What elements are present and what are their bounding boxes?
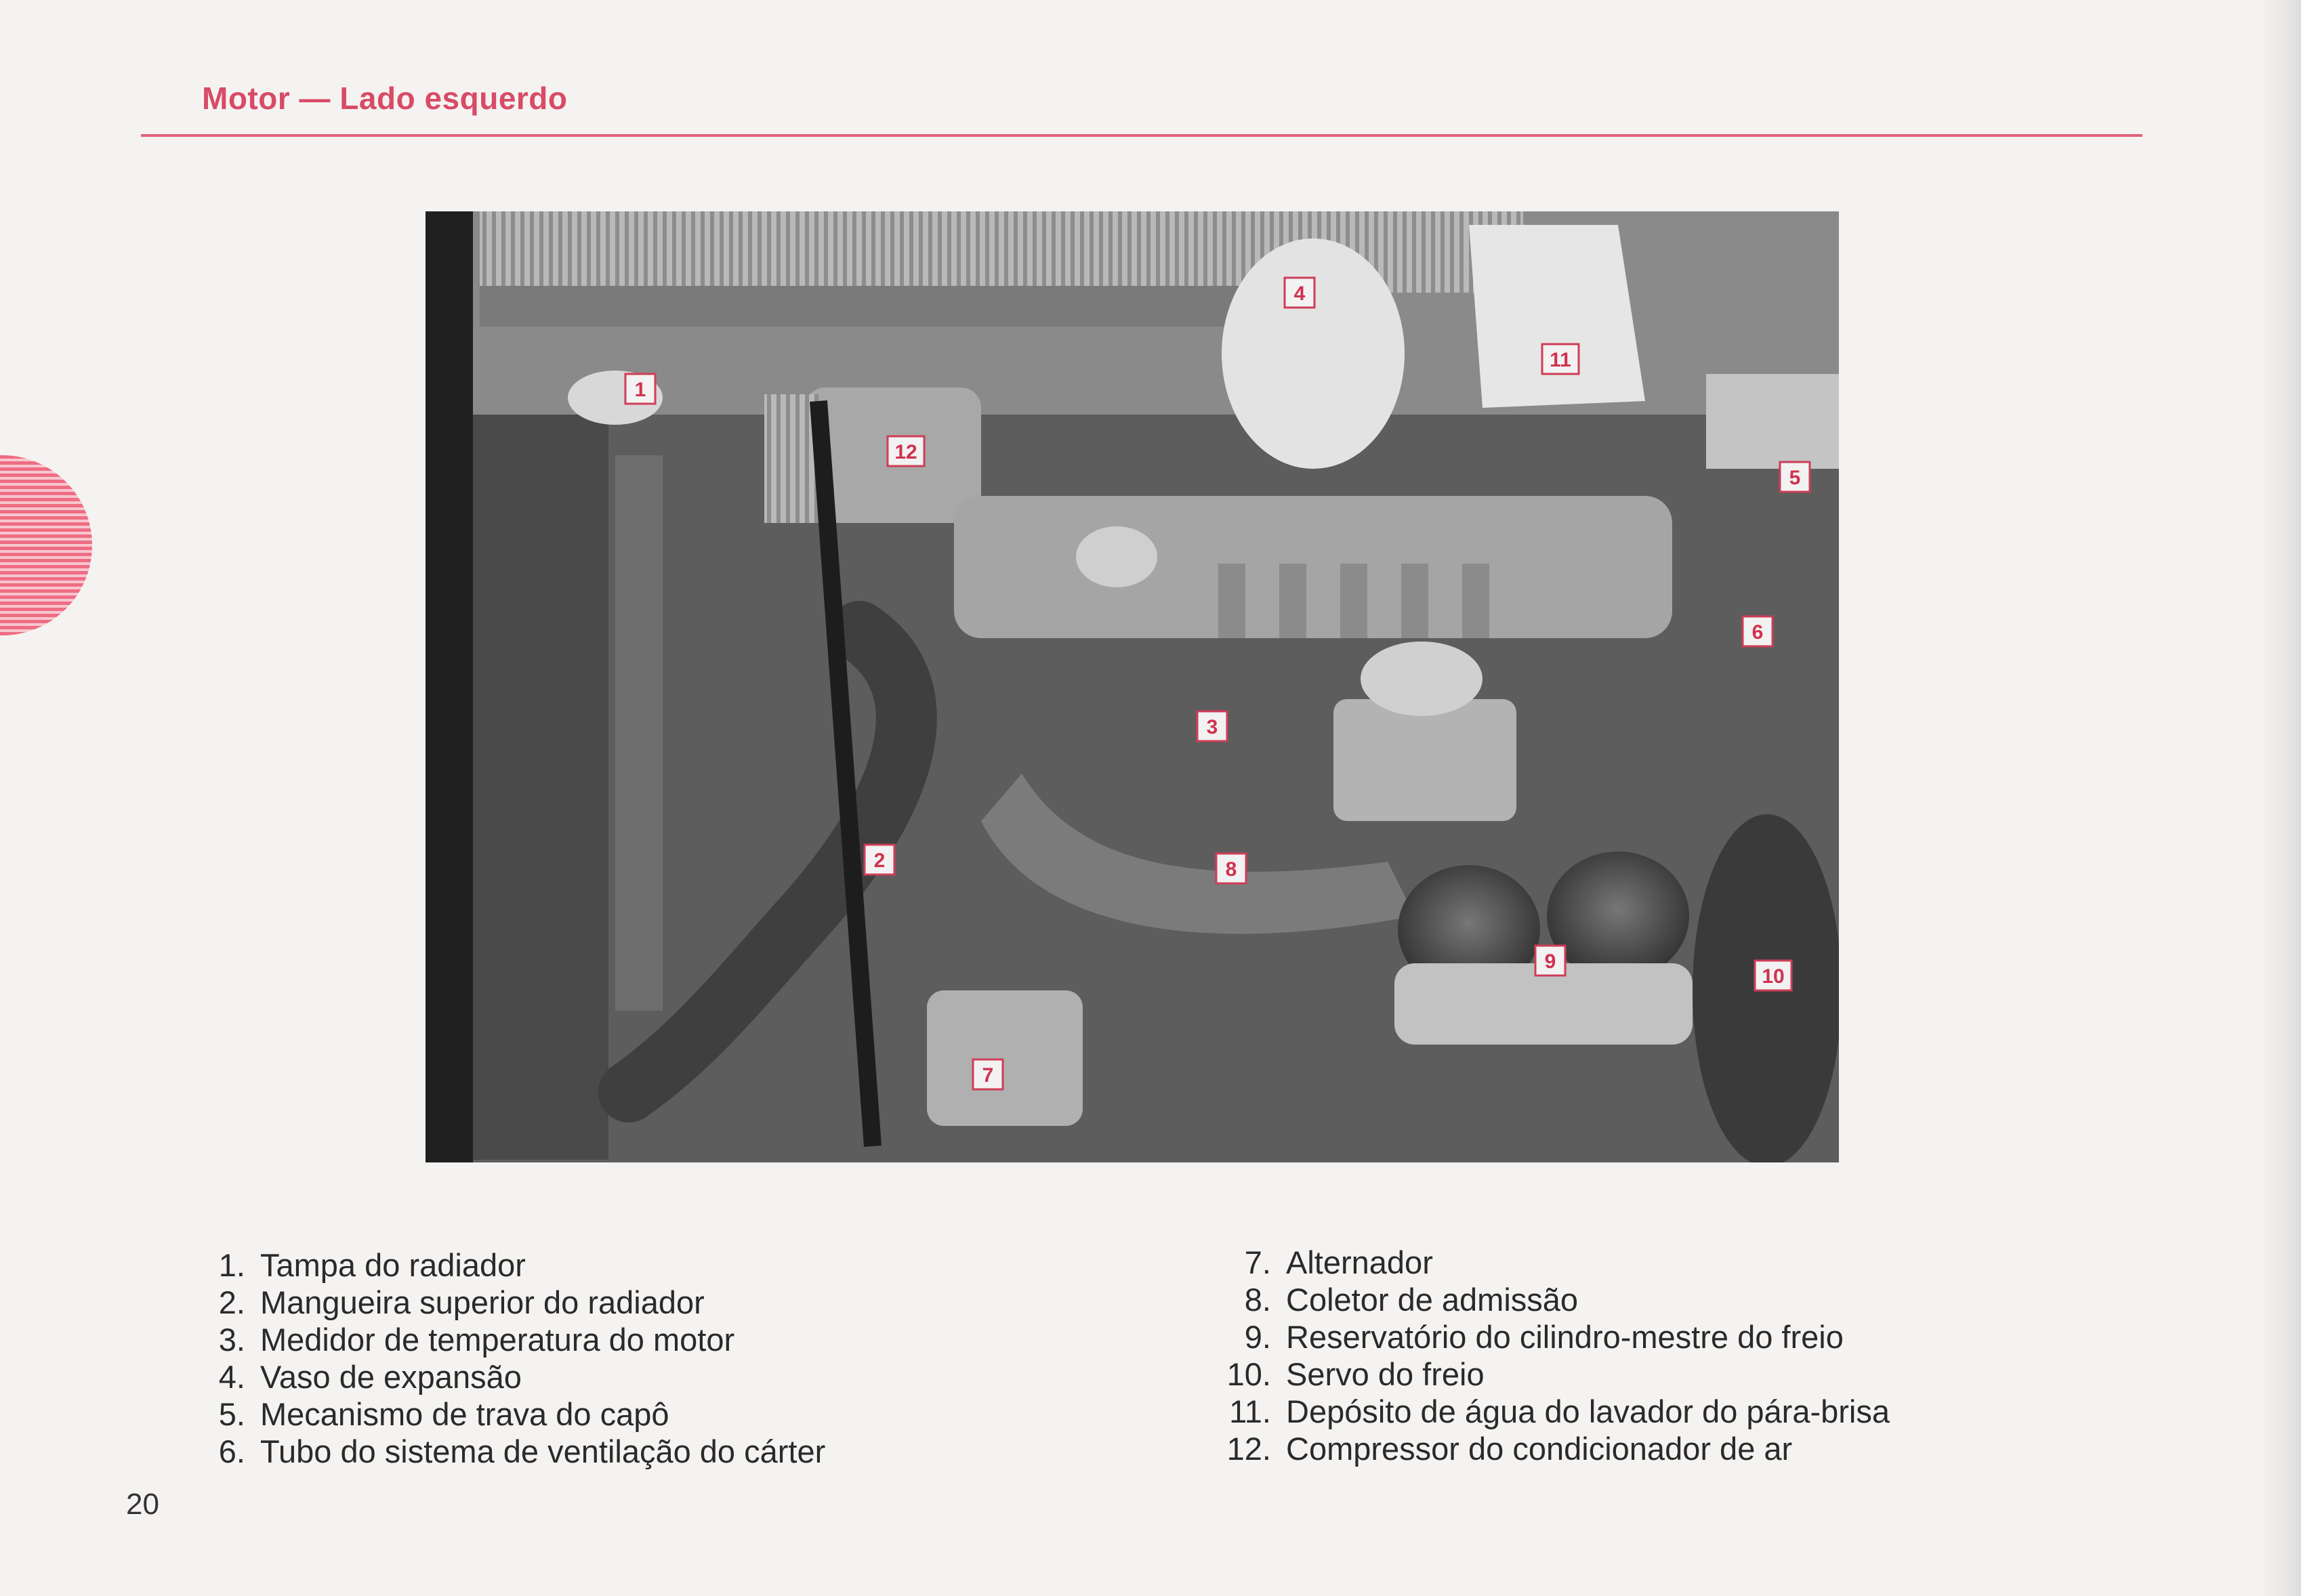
callout-2 bbox=[865, 845, 894, 875]
legend-item: 6. Tubo do sistema de ventilação do cárter bbox=[218, 1433, 826, 1469]
callout-4 bbox=[1285, 278, 1314, 308]
legend-item: 4. Vaso de expansão bbox=[218, 1359, 522, 1395]
carburetor bbox=[1333, 699, 1516, 821]
svg-text:8: 8 bbox=[1225, 858, 1237, 881]
svg-text:5: 5 bbox=[1789, 467, 1801, 489]
page-edge bbox=[2260, 0, 2301, 1596]
svg-text:7: 7 bbox=[982, 1064, 994, 1087]
svg-text:3: 3 bbox=[1206, 716, 1218, 738]
svg-text:1: 1 bbox=[634, 379, 646, 401]
callout-12 bbox=[888, 436, 924, 466]
callout-1 bbox=[625, 374, 655, 404]
callout-8 bbox=[1216, 854, 1246, 883]
legend-item: 3. Medidor de temperatura do motor bbox=[218, 1322, 735, 1358]
legend-item: 12. Compressor do condicionador de ar bbox=[1226, 1431, 1793, 1467]
legend-item: 8. Coletor de admissão bbox=[1244, 1282, 1579, 1318]
legend-item: 7. Alternador bbox=[1244, 1244, 1433, 1280]
brake-reservoir-right bbox=[1544, 852, 1689, 980]
valve-cover bbox=[954, 496, 1672, 638]
header-divider bbox=[141, 134, 2142, 137]
svg-text:11: 11 bbox=[1550, 349, 1571, 371]
legend-item: 5. Mecanismo de trava do capô bbox=[218, 1396, 669, 1432]
svg-text:9: 9 bbox=[1544, 950, 1556, 973]
section-tab-marker bbox=[0, 455, 92, 635]
alternator bbox=[927, 990, 1083, 1126]
engine-photo bbox=[426, 211, 1839, 1162]
washer-reservoir bbox=[1469, 225, 1645, 408]
legend-right-column bbox=[1220, 1244, 1890, 1467]
callout-7 bbox=[973, 1059, 1003, 1089]
svg-text:12: 12 bbox=[894, 441, 917, 463]
callout-6 bbox=[1743, 616, 1773, 646]
callout-5 bbox=[1780, 462, 1810, 492]
page-number: 20 bbox=[126, 1488, 159, 1521]
svg-text:10: 10 bbox=[1762, 965, 1785, 988]
radiator bbox=[473, 415, 608, 1160]
callout-9 bbox=[1535, 946, 1565, 975]
page-title: Motor — Lado esquerdo bbox=[202, 81, 568, 116]
hood-latch bbox=[1706, 374, 1839, 469]
svg-text:4: 4 bbox=[1293, 282, 1306, 305]
legend-item: 10. Servo do freio bbox=[1226, 1356, 1485, 1392]
legend-left-column bbox=[215, 1246, 825, 1470]
callout-11 bbox=[1542, 344, 1579, 374]
legend-item: 1. Tampa do radiador bbox=[218, 1247, 526, 1283]
engine-photo-drawing bbox=[426, 211, 1839, 1162]
expansion-tank bbox=[1222, 238, 1405, 469]
callout-3 bbox=[1197, 711, 1227, 741]
callout-10 bbox=[1755, 961, 1791, 990]
legend-item: 2. Mangueira superior do radiador bbox=[218, 1284, 705, 1320]
svg-text:6: 6 bbox=[1751, 621, 1764, 644]
svg-text:2: 2 bbox=[873, 849, 886, 872]
legend-item: 11. Depósito de água do lavador do pára-brisa bbox=[1229, 1393, 1890, 1429]
legend-item: 9. Reservatório do cilindro-mestre do freio bbox=[1244, 1319, 1844, 1355]
